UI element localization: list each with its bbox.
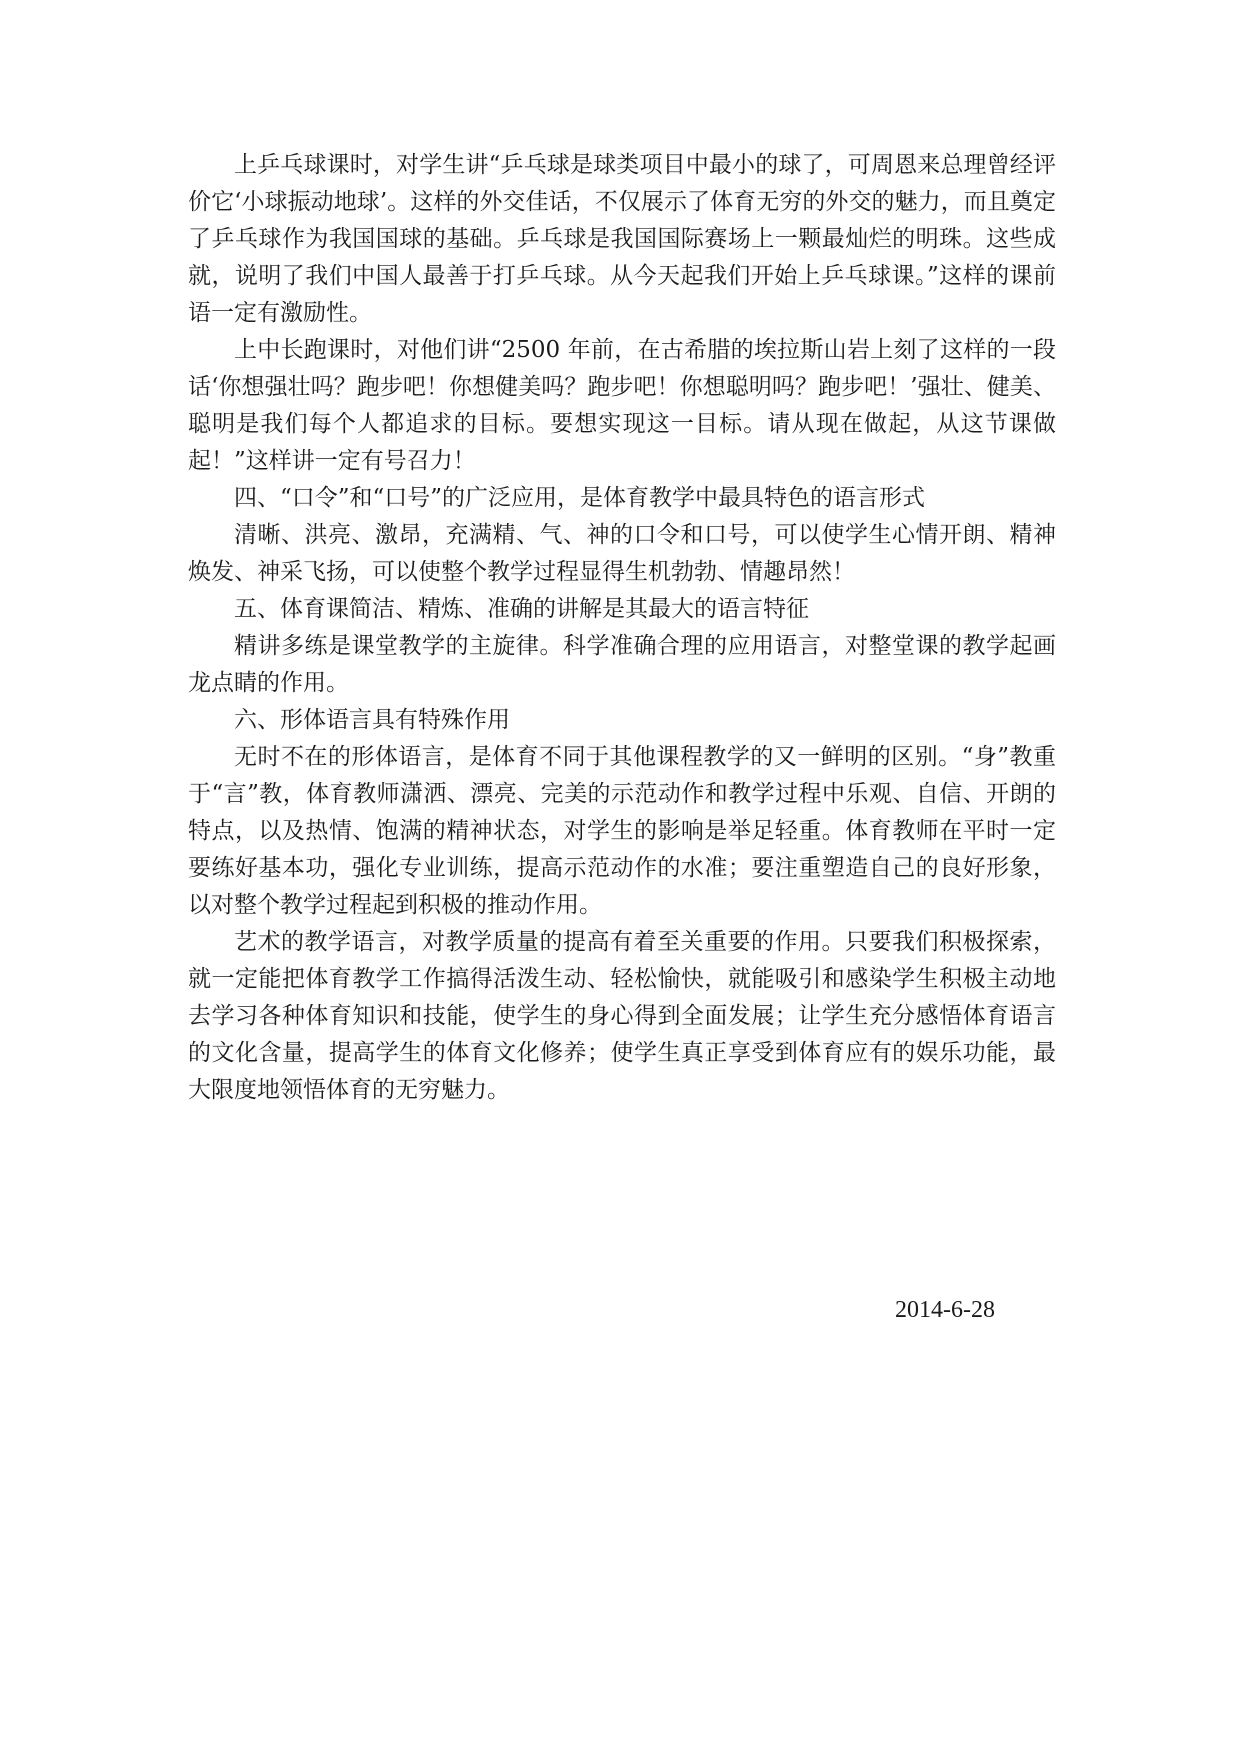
document-date: 2014-6-28: [895, 1297, 995, 1323]
paragraph-running-lesson: 上中长跑课时，对他们讲“2500 年前，在古希腊的埃拉斯山岩上刻了这样的一段话‘你想强壮吗？跑步吧！你想健美吗？跑步吧！你想聪明吗？跑步吧！’强壮、健美、聪明是我们每个人都追求的目标。要想实现这一目标。请从现在做起，从这节课做起！”这样讲一定有号召力！: [188, 337, 1056, 474]
paragraph-pingpong-lesson: 上乒乓球课时，对学生讲“乒乓球是球类项目中最小的球了，可周恩来总理曾经评价它‘小球振动地球’。这样的外交佳话，不仅展示了体育无穷的外交的魅力，而且奠定了乒乓球作为我国国球的基础。乒乓球是我国国际赛场上一颗最灿烂的明珠。这些成就，说明了我们中国人最善于打乒乓球。从今天起我们开始上乒乓球课。”这样的课前语一定有激励性。: [188, 152, 1056, 326]
section-heading-body-language: 六、形体语言具有特殊作用: [234, 707, 510, 733]
paragraph-conclusion: 艺术的教学语言，对教学质量的提高有着至关重要的作用。只要我们积极探索，就一定能把体育教学工作搞得活泼生动、轻松愉快，就能吸引和感染学生积极主动地去学习各种体育知识和技能，使学生的身心得到全面发展；让学生充分感悟体育语言的文化含量，提高学生的体育文化修养；使学生真正享受到体育应有的娱乐功能，最大限度地领悟体育的无穷魅力。: [188, 929, 1056, 1103]
document-body: [188, 147, 1056, 1109]
section-heading-explanation: 五、体育课简洁、精炼、准确的讲解是其最大的语言特征: [234, 596, 809, 622]
section-heading-commands: 四、“口令”和“口号”的广泛应用，是体育教学中最具特色的语言形式: [234, 485, 926, 511]
paragraph-commands: 清晰、洪亮、激昂，充满精、气、神的口令和口号，可以使学生心情开朗、精神焕发、神采飞扬，可以使整个教学过程显得生机勃勃、情趣昂然！: [188, 522, 1056, 585]
paragraph-body-language: 无时不在的形体语言，是体育不同于其他课程教学的又一鲜明的区别。“身”教重于“言”教，体育教师潇洒、漂亮、完美的示范动作和教学过程中乐观、自信、开朗的特点，以及热情、饱满的精神状态，对学生的影响是举足轻重。体育教师在平时一定要练好基本功，强化专业训练，提高示范动作的水准；要注重塑造自己的良好形象，以对整个教学过程起到积极的推动作用。: [188, 744, 1056, 918]
paragraph-explanation: 精讲多练是课堂教学的主旋律。科学准确合理的应用语言，对整堂课的教学起画龙点睛的作用。: [188, 633, 1056, 696]
